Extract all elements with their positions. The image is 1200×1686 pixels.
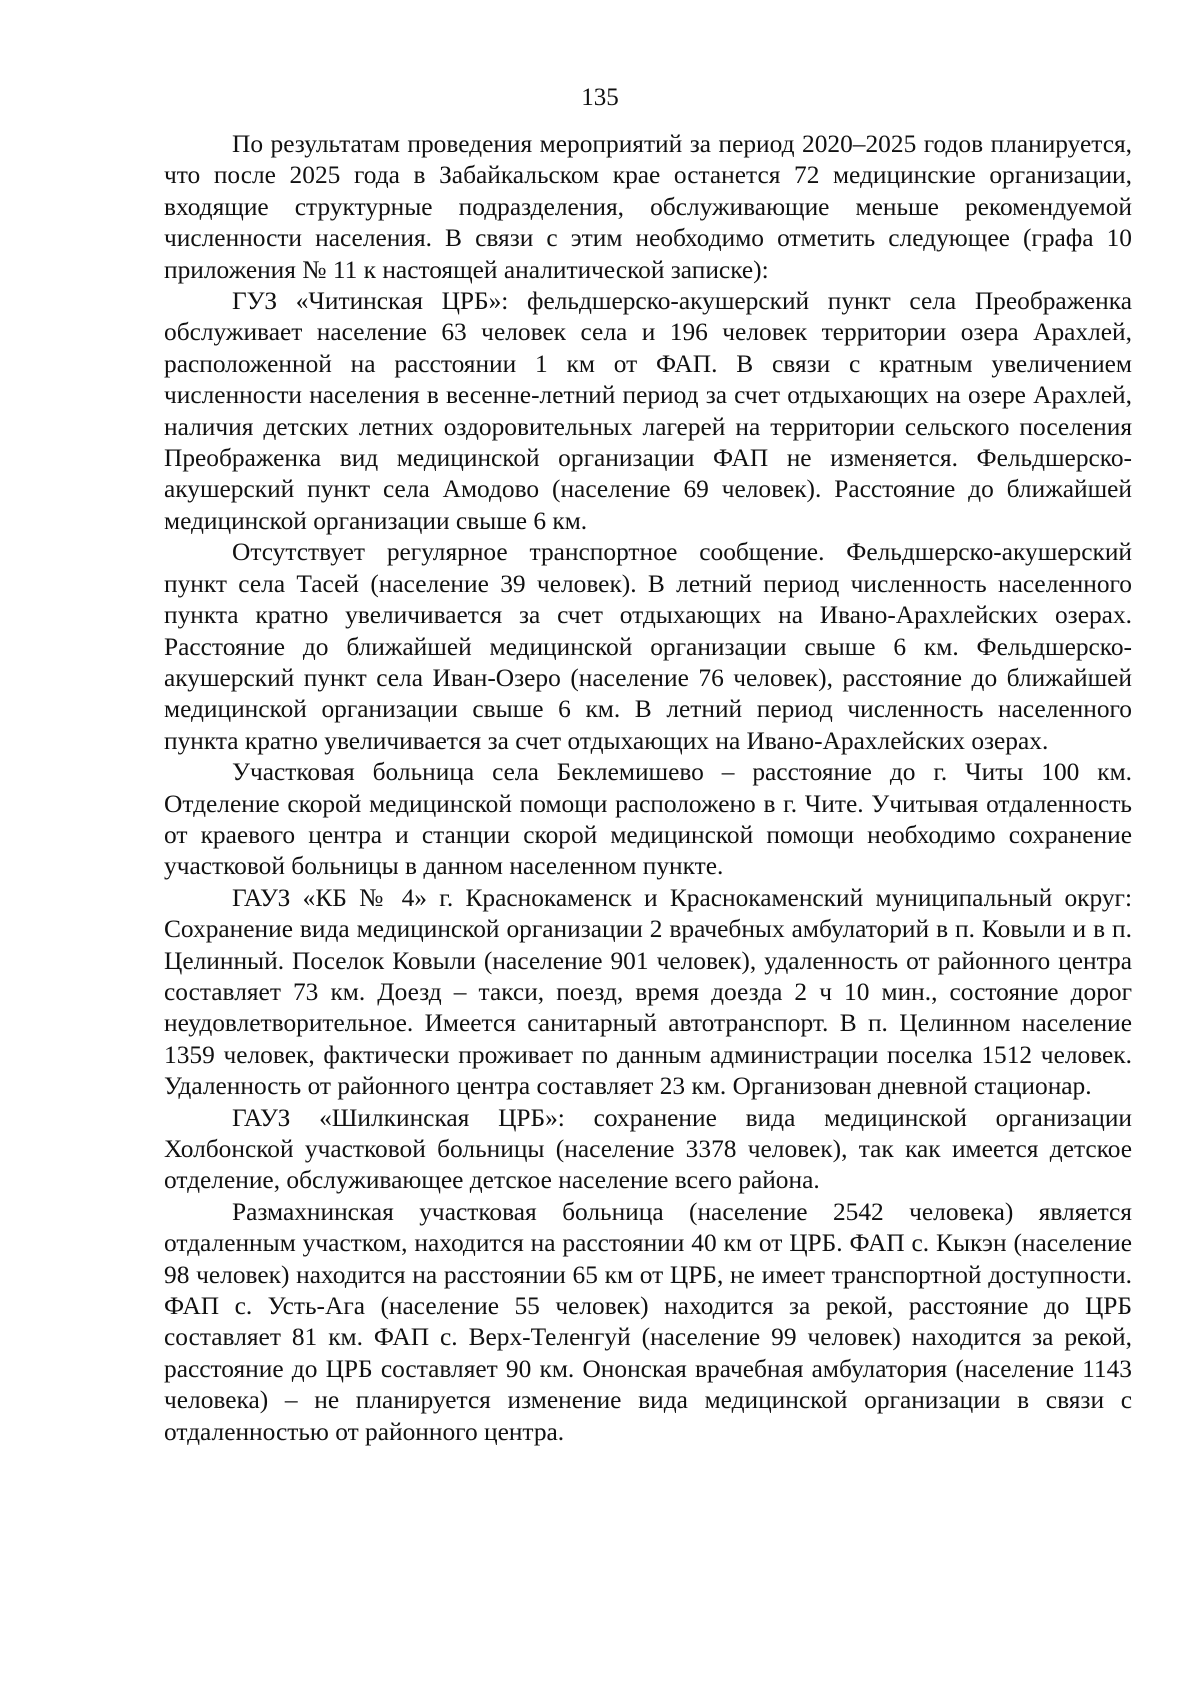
paragraph-shilka-crb: ГАУЗ «Шилкинская ЦРБ»: сохранение вида медицинской организации Холбонской участковой больницы (население 3378 человек), так как имеется детское отделение, обслуживающее детское население всего района.: [164, 1103, 1132, 1195]
page-number: 135: [581, 84, 619, 111]
paragraph-transport: Отсутствует регулярное транспортное сообщение. Фельдшерско-акушерский пункт села Тасей (население 39 человек). В летний период численность населенного пункта кратно увеличивается за счет отдыхающих на Ивано-Арахлейских озерах. Расстояние до ближайшей медицинской организации свыше 6 км. Фельдшерско-акушерский пункт села Иван-Озеро (население 76 человек), расстояние до ближайшей медицинской организации свыше 6 км. В летний период численность населенного пункта кратно увеличивается за счет отдыхающих на Ивано-Арахлейских озерах.: [164, 538, 1132, 755]
paragraph-razmakhnino: Размахнинская участковая больница (население 2542 человека) является отдаленным участком, находится на расстоянии 40 км от ЦРБ. ФАП с. Кыкэн (население 98 человек) находится на расстоянии 65 км от ЦРБ, не имеет транспортной доступности. ФАП с. Усть-Ага (население 55 человек) находится за рекой, расстояние до ЦРБ составляет 81 км. ФАП с. Верх-Теленгуй (население 99 человек) находится за рекой, расстояние до ЦРБ составляет 90 км. Ононская врачебная амбулатория (население 1143 человека) – не планируется изменение вида медицинской организации в связи с отдаленностью от районного центра.: [164, 1197, 1132, 1446]
paragraph-chita-crb: ГУЗ «Читинская ЦРБ»: фельдшерско-акушерский пункт села Преображенка обслуживает население 63 человек села и 196 человек территории озера Арахлей, расположенной на расстоянии 1 км от ФАП. В связи с кратным увеличением численности населения в весенне-летний период за счет отдыхающих на озере Арахлей, наличия детских летних оздоровительных лагерей на территории сельского поселения Преображенка вид медицинской организации ФАП не изменяется. Фельдшерско-акушерский пункт села Амодово (население 69 человек). Расстояние до ближайшей медицинской организации свыше 6 км.: [164, 287, 1132, 535]
document-body: [164, 129, 1132, 1448]
paragraph-krasnokamensk: ГАУЗ «КБ № 4» г. Краснокаменск и Краснокаменский муниципальный округ: Сохранение вида медицинской организации 2 врачебных амбулаторий в п. Ковыли и в п. Целинный. Поселок Ковыли (население 901 человек), удаленность от районного центра составляет 73 км. Доезд – такси, поезд, время доезда 2 ч 10 мин., состояние дорог неудовлетворительное. Имеется санитарный автотранспорт. В п. Целинном население 1359 человек, фактически проживает по данным администрации поселка 1512 человек. Удаленность от районного центра составляет 23 км. Организован дневной стационар.: [164, 883, 1132, 1101]
paragraph-summary: По результатам проведения мероприятий за период 2020–2025 годов планируется, что после 2025 года в Забайкальском крае останется 72 медицинские организации, входящие структурные подразделения, обслуживающие меньше рекомендуемой численности населения. В связи с этим необходимо отметить следующее (графа 10 приложения № 11 к настоящей аналитической записке):: [164, 130, 1132, 284]
paragraph-beklemishevo: Участковая больница села Беклемишево – расстояние до г. Читы 100 км. Отделение скорой медицинской помощи расположено в г. Чите. Учитывая отдаленность от краевого центра и станции скорой медицинской помощи необходимо сохранение участковой больницы в данном населенном пункте.: [164, 758, 1132, 881]
